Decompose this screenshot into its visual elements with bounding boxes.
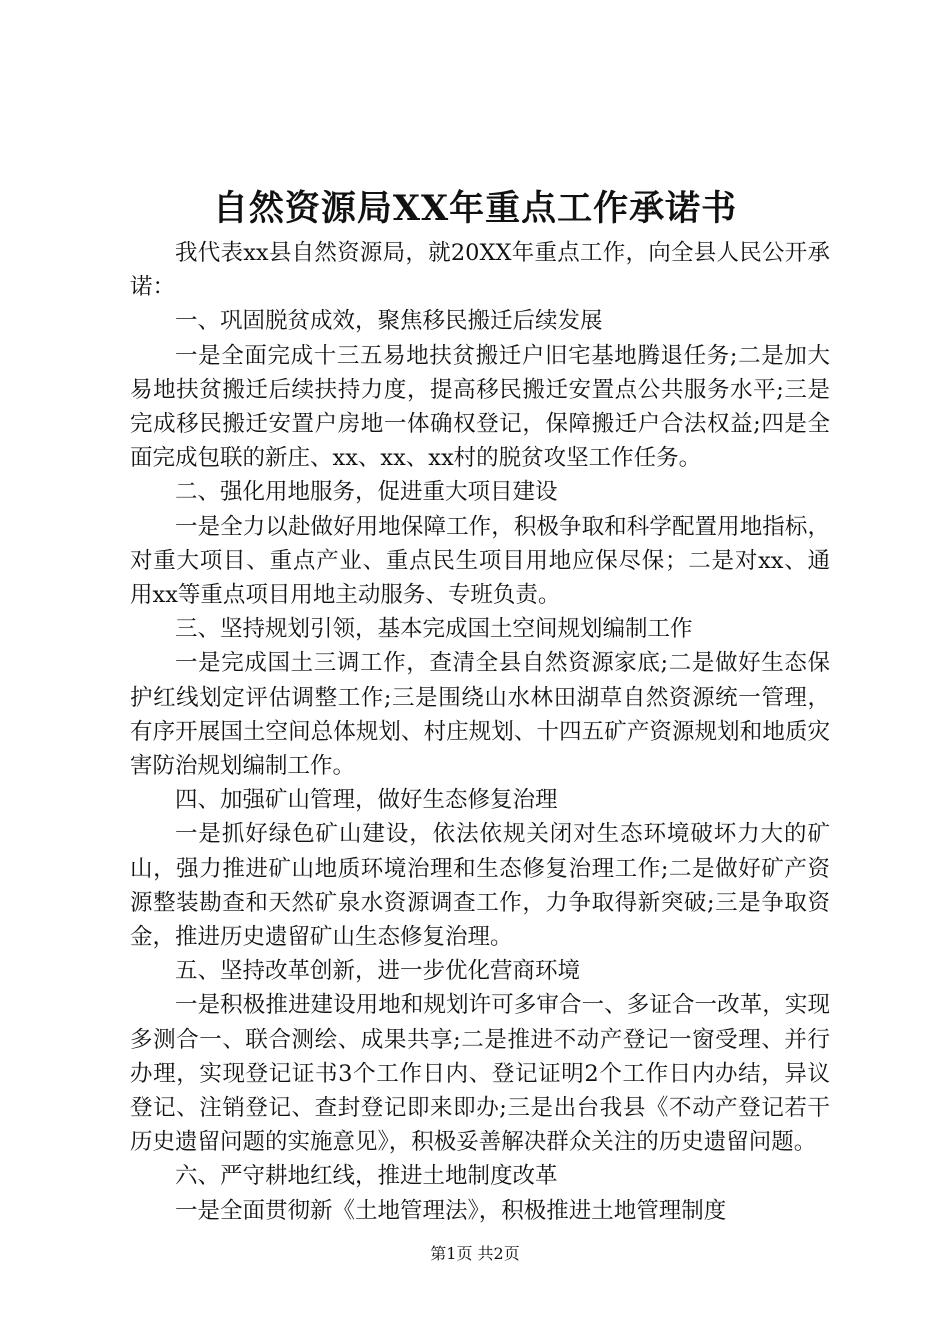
document-body	[130, 236, 830, 1228]
section-heading-6: 六、严守耕地红线，推进土地制度改革	[175, 1163, 558, 1190]
intro-paragraph: 我代表xx县自然资源局，就20XX年重点工作，向全县人民公开承诺：	[130, 240, 830, 301]
section-body-4: 一是抓好绿色矿山建设，依法依规关闭对生态环境破坏力大的矿山，强力推进矿山地质环境治理和生态修复治理工作;二是做好矿产资源整装勘查和天然矿泉水资源调查工作，力争取得新突破;三是争取资金，推进历史遗留矿山生态修复治理。	[130, 821, 830, 951]
section-body-6: 一是全面贯彻新《土地管理法》，积极推进土地管理制度	[175, 1197, 727, 1224]
section-heading-2: 二、强化用地服务，促进重大项目建设	[175, 479, 558, 506]
section-heading-5: 五、坚持改革创新，进一步优化营商环境	[175, 958, 581, 985]
section-body-2: 一是全力以赴做好用地保障工作，积极争取和科学配置用地指标，对重大项目、重点产业、重点民生项目用地应保尽保；二是对xx、通用xx等重点项目用地主动服务、专班负责。	[130, 513, 830, 609]
section-body-1: 一是全面完成十三五易地扶贫搬迁户旧宅基地腾退任务;二是加大易地扶贫搬迁后续扶持力度，提高移民搬迁安置点公共服务水平;三是完成移民搬迁安置户房地一体确权登记，保障搬迁户合法权益;四是全面完成包联的新庄、xx、xx、xx村的脱贫攻坚工作任务。	[130, 342, 830, 472]
section-body-3: 一是完成国土三调工作，查清全县自然资源家底;二是做好生态保护红线划定评估调整工作;三是围绕山水林田湖草自然资源统一管理，有序开展国土空间总体规划、村庄规划、十四五矿产资源规划和地质灾害防治规划编制工作。	[130, 650, 830, 780]
page-footer: 第1页 共2页	[430, 1244, 520, 1263]
section-heading-1: 一、巩固脱贫成效，聚焦移民搬迁后续发展	[175, 308, 603, 335]
document-title: 自然资源局XX年重点工作承诺书	[212, 188, 738, 229]
section-heading-3: 三、坚持规划引领，基本完成国土空间规划编制工作	[175, 616, 693, 643]
section-body-5: 一是积极推进建设用地和规划许可多审合一、多证合一改革，实现多测合一、联合测绘、成果共享;二是推进不动产登记一窗受理、并行办理，实现登记证书3个工作日内、登记证明2个工作日内办结，异议登记、注销登记、查封登记即来即办;三是出台我县《不动产登记若干历史遗留问题的实施意见》，积极妥善解决群众关注的历史遗留问题。	[130, 992, 830, 1156]
section-heading-4: 四、加强矿山管理，做好生态修复治理	[175, 787, 558, 814]
